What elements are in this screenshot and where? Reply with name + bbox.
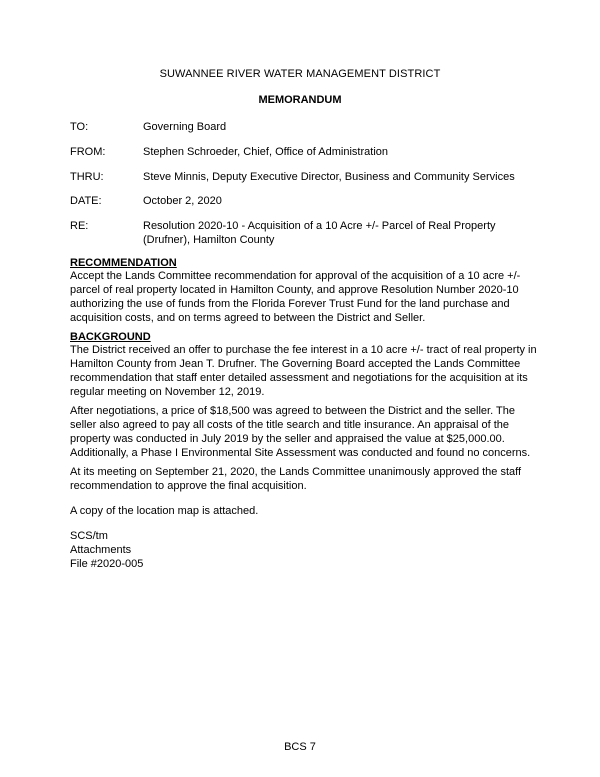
text-line: Accept the Lands Committee recommendation for approval of the acquisition of a 10 acre +/- — [70, 270, 521, 282]
field-re-label: RE: — [70, 220, 89, 232]
background-paragraph-1 — [70, 343, 540, 399]
text-line: acquisition costs, and on terms agreed to between the District and Seller. — [70, 312, 426, 324]
background-paragraph-3 — [70, 465, 540, 493]
text-line: recommendation that staff enter detailed assessment and negotiations for the acquisition at its — [70, 372, 528, 384]
field-re-line: Resolution 2020-10 - Acquisition of a 10 Acre +/- Parcel of Real Property — [143, 220, 496, 232]
background-paragraph-2 — [70, 404, 540, 460]
file-number: File #2020-005 — [70, 558, 144, 570]
background-heading: BACKGROUND — [70, 331, 151, 343]
field-to-value: Governing Board — [143, 121, 227, 133]
recommendation-heading: RECOMMENDATION — [70, 257, 177, 269]
field-thru-label: THRU: — [70, 171, 104, 183]
text-line: The District received an offer to purchase the fee interest in a 10 acre +/- tract of real property in — [70, 344, 537, 356]
memo-title: MEMORANDUM — [258, 94, 342, 106]
text-line: property was conducted in July 2019 by the seller and appraised the value at $25,000.00. — [70, 433, 505, 445]
field-re-line: (Drufner), Hamilton County — [143, 234, 275, 246]
text-line: regular meeting on November 12, 2019. — [70, 386, 265, 398]
field-from-label: FROM: — [70, 146, 106, 158]
field-thru-value: Steve Minnis, Deputy Executive Director, Business and Community Services — [143, 171, 515, 183]
recommendation-paragraph — [70, 269, 540, 325]
text-line: After negotiations, a price of $18,500 was agreed to between the District and the seller. The — [70, 405, 515, 417]
organization-name: SUWANNEE RIVER WATER MANAGEMENT DISTRICT — [159, 68, 441, 80]
text-line: A copy of the location map is attached. — [70, 505, 259, 517]
background-paragraph-4 — [70, 504, 540, 518]
field-re-value — [143, 219, 543, 247]
attachments-label: Attachments — [70, 544, 132, 556]
page-label: BCS 7 — [284, 741, 316, 753]
text-line: parcel of real property located in Hamilton County, and approve Resolution Number 2020-10 — [70, 284, 519, 296]
text-line: Hamilton County from Jean T. Drufner. The Governing Board accepted the Lands Committee — [70, 358, 521, 370]
field-from-value: Stephen Schroeder, Chief, Office of Administration — [143, 146, 388, 158]
text-line: seller also agreed to pay all costs of the title search and title insurance. An appraisal of the — [70, 419, 510, 431]
text-line: authorizing the use of funds from the Florida Forever Trust Fund for the land purchase and — [70, 298, 510, 310]
field-date-value: October 2, 2020 — [143, 195, 222, 207]
field-date-label: DATE: — [70, 195, 102, 207]
text-line: At its meeting on September 21, 2020, the Lands Committee unanimously approved the staff — [70, 466, 522, 478]
initials: SCS/tm — [70, 530, 108, 542]
closing-block — [70, 529, 270, 571]
field-to-label: TO: — [70, 121, 89, 133]
text-line: Additionally, a Phase I Environmental Site Assessment was conducted and found no concerns. — [70, 447, 531, 459]
text-line: recommendation to approve the final acquisition. — [70, 480, 307, 492]
